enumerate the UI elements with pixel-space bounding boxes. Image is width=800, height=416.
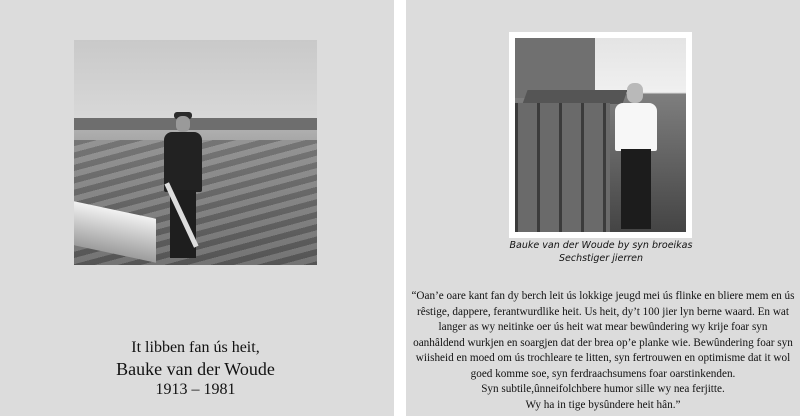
photo-shed-wall xyxy=(515,38,595,98)
quote-line: wiisheid en moed om ús trochleare te litten, syn fertrouwen en optimisme dat it wol xyxy=(415,352,791,364)
quote-line: Syn subtile,ûnneifolchbere humor sille wy nea ferjitte. xyxy=(481,383,725,395)
quote-line: oanhâldend wurkjen en soargjen dat der brea op’e planke wie. Bewûndering foar syn xyxy=(413,336,793,349)
title-name: Bauke van der Woude xyxy=(116,359,275,379)
caption-line-2: Sechstiger jierren xyxy=(558,253,644,264)
quote-line: “Oan’e oare kant fan dy berch leit ús lokkige jeugd mei ús flinke en bliere mem en ús xyxy=(411,290,795,302)
photo-greenhouse xyxy=(515,103,610,232)
photo-man-figure xyxy=(611,83,661,232)
quote-block xyxy=(406,289,800,413)
photo-man-by-greenhouse xyxy=(509,32,692,238)
title-block xyxy=(74,338,317,400)
quote-line: goed komme soe, syn ferdraachsumens foar oarstinkenden. xyxy=(470,367,736,380)
caption-line-1: Bauke van der Woude by syn broeikas xyxy=(509,240,693,251)
right-page xyxy=(406,0,800,416)
photo-caption xyxy=(466,239,736,265)
quote-line: Wy ha in tige bysûndere heit hân.” xyxy=(525,398,681,411)
quote-line: rêstige, dappere, ferantwurdlike heit. Us heit, dy’t 100 jier lyn berne waard. En wat xyxy=(417,305,789,318)
title-line-1: It libben fan ús heit, xyxy=(131,339,260,356)
left-page xyxy=(0,0,394,416)
quote-line: langer as wy neitinke oer ús heit wat mear bewûndering wy krije foar syn xyxy=(438,321,768,333)
title-years: 1913 – 1981 xyxy=(155,381,236,398)
photo-man-in-field xyxy=(74,40,317,265)
